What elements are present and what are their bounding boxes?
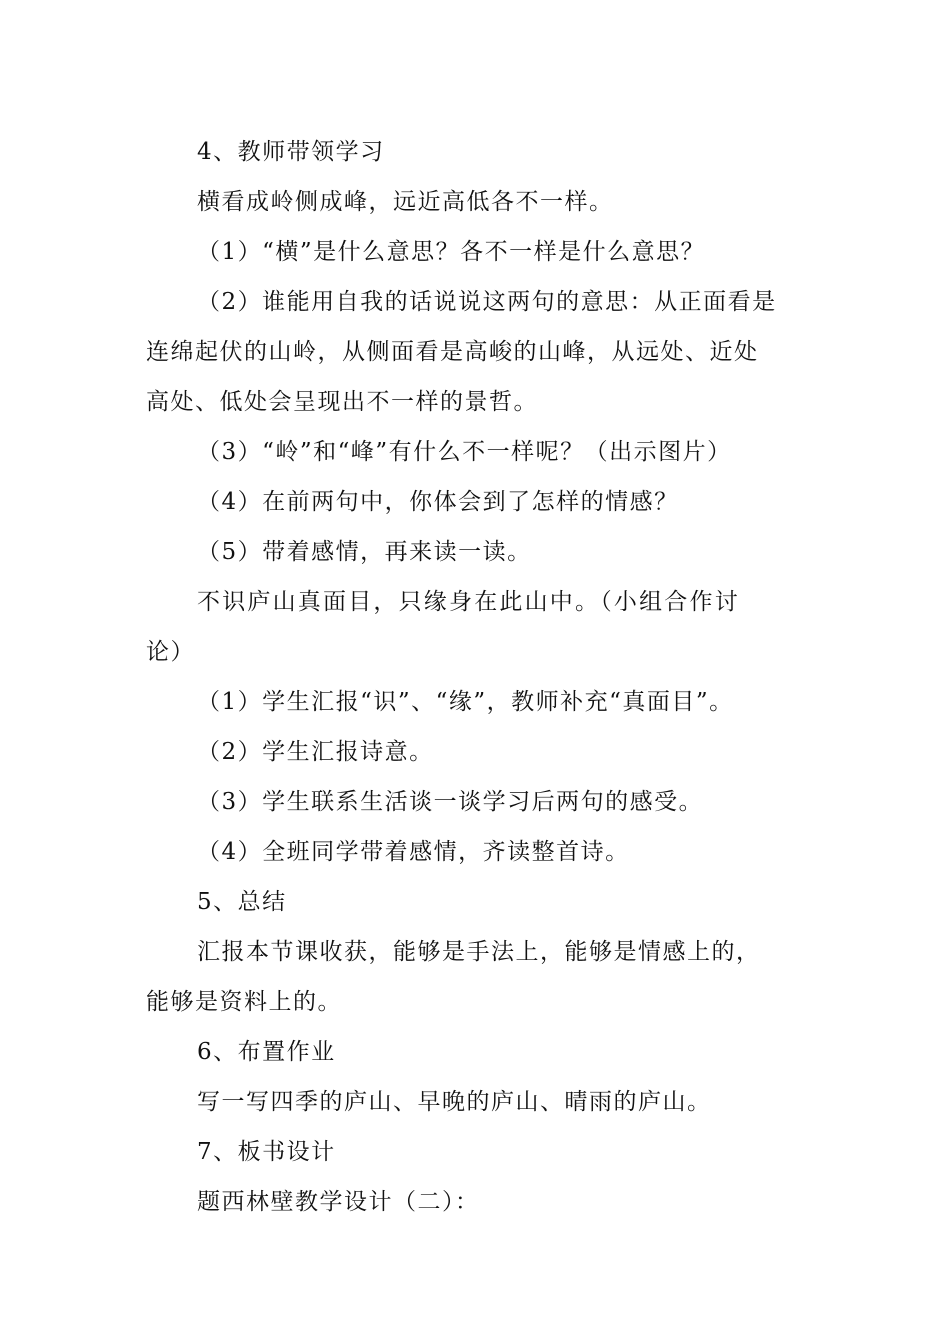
activity-4: （4）全班同学带着感情，齐读整首诗。 xyxy=(197,839,630,865)
summary-text: 汇报本节课收获，能够是手法上，能够是情感上的， xyxy=(197,939,761,965)
heading-summary: 5、总结 xyxy=(197,889,287,915)
heading-board-design: 7、板书设计 xyxy=(197,1139,336,1165)
homework-text: 写一写四季的庐山、早晚的庐山、晴雨的庐山。 xyxy=(197,1089,712,1115)
poem-line-2-continued: 论） xyxy=(146,639,195,665)
section-title-teaching-design-2: 题西林壁教学设计（二）： xyxy=(197,1189,480,1215)
summary-text-continued: 能够是资料上的。 xyxy=(146,989,342,1015)
question-2-continued-2: 高处、低处会呈现出不一样的景哲。 xyxy=(146,389,538,415)
poem-line-1: 横看成岭侧成峰，远近高低各不一样。 xyxy=(197,189,614,215)
question-2-continued: 连绵起伏的山岭，从侧面看是高峻的山峰，从远处、近处 xyxy=(146,339,759,365)
question-2: （2）谁能用自我的话说说这两句的意思：从正面看是 xyxy=(197,289,777,315)
heading-homework: 6、布置作业 xyxy=(197,1039,336,1065)
heading-teacher-led-learning: 4、教师带领学习 xyxy=(197,139,385,165)
activity-1: （1）学生汇报“识”、“缘”，教师补充“真面目”。 xyxy=(197,689,734,715)
question-1: （1）“横”是什么意思？各不一样是什么意思？ xyxy=(197,239,706,265)
question-5: （5）带着感情，再来读一读。 xyxy=(197,539,532,565)
activity-3: （3）学生联系生活谈一谈学习后两句的感受。 xyxy=(197,789,704,815)
poem-line-2: 不识庐山真面目，只缘身在此山中。（小组合作讨 xyxy=(197,589,740,615)
activity-2: （2）学生汇报诗意。 xyxy=(197,739,434,765)
question-3: （3）“岭”和“峰”有什么不一样呢？（出示图片） xyxy=(197,439,732,465)
question-4: （4）在前两句中，你体会到了怎样的情感？ xyxy=(197,489,679,515)
